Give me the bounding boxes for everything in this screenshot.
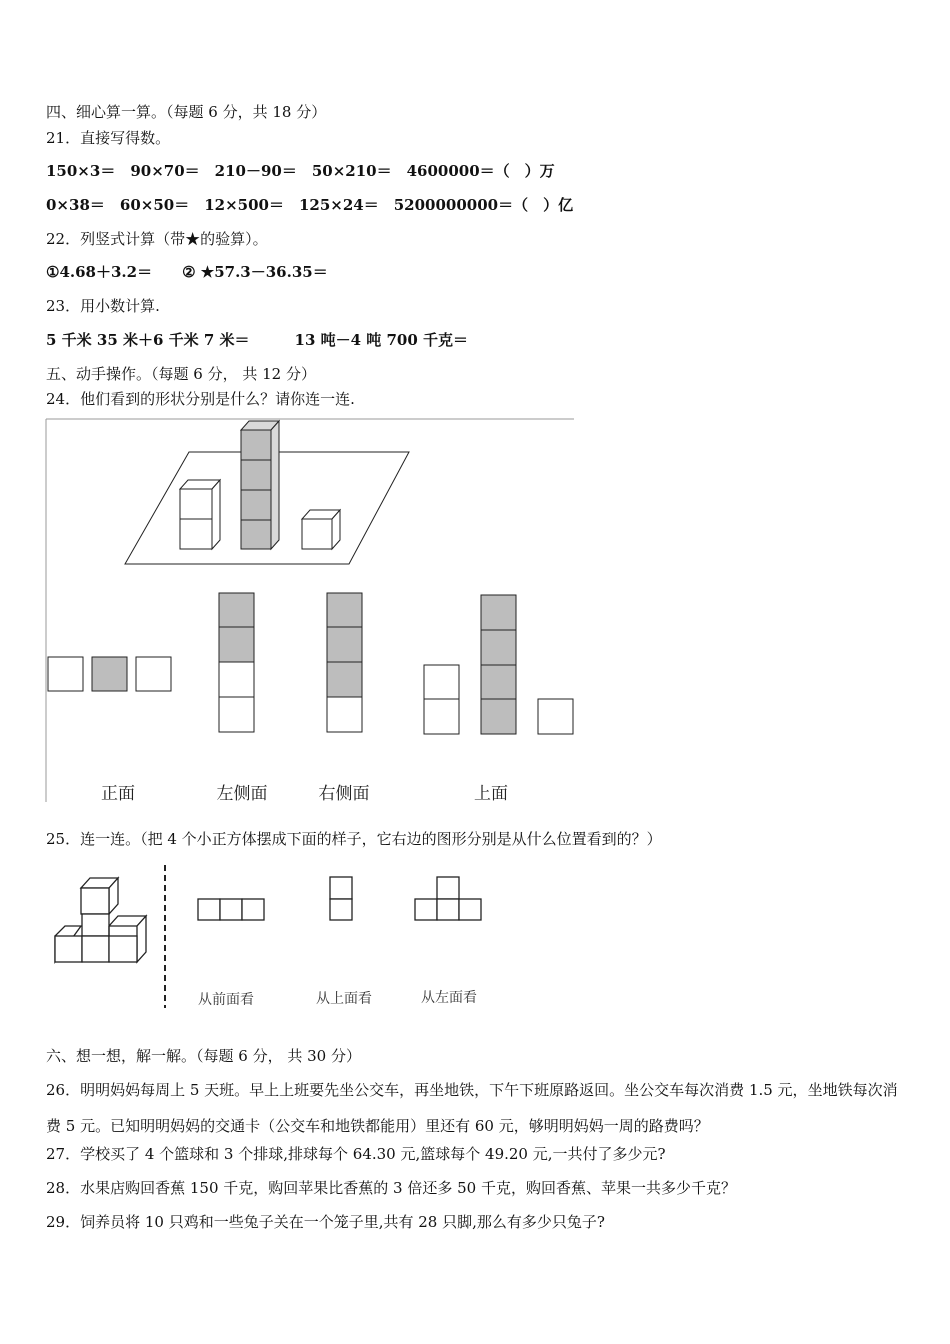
question-25-title: 25．连一连。（把 4 个小正方体摆成下面的样子，它右边的图形分别是从什么位置看到的？） — [46, 830, 662, 848]
label-from-front: 从前面看 — [198, 992, 254, 1008]
view-row-of-three — [198, 899, 264, 920]
question-29: 29．饲养员将 10 只鸡和一些兔子关在一个笼子里,共有 28 只脚,那么有多少只兔子? — [46, 1213, 605, 1231]
section-5-heading: 五、动手操作。（每题 6 分， 共 12 分） — [46, 365, 316, 383]
cube-stack-middle — [241, 421, 279, 549]
question-21-row-1: 150×3＝ 90×70＝ 210－90＝ 50×210＝ 4600000＝（ ）万 — [46, 162, 555, 180]
cube-stack-right — [302, 510, 340, 549]
view-right-side — [327, 593, 362, 732]
view-left-side — [219, 593, 254, 732]
label-left-side: 左侧面 — [216, 784, 268, 804]
question-28: 28．水果店购回香蕉 150 千克，购回苹果比香蕉的 3 倍还多 50 千克，购回香蕉、苹果一共多少千克？ — [46, 1179, 736, 1197]
label-from-top: 从上面看 — [316, 991, 372, 1007]
label-front: 正面 — [101, 784, 135, 804]
view-front — [48, 657, 171, 691]
question-22-title: 22．列竖式计算（带★的验算）。 — [46, 230, 268, 248]
section-4-heading: 四、细心算一算。（每题 6 分，共 18 分） — [46, 103, 327, 121]
cube-stack-left — [180, 480, 220, 549]
question-22-row: ①4.68＋3.2＝ ② ★57.3－36.35＝ — [46, 263, 328, 281]
question-24-title: 24．他们看到的形状分别是什么？请你连一连. — [46, 390, 355, 408]
label-from-left: 从左面看 — [421, 990, 477, 1006]
question-23-row: 5 千米 35 米＋6 千米 7 米＝ 13 吨－4 吨 700 千克＝ — [46, 331, 469, 349]
question-21-title: 21．直接写得数。 — [46, 129, 171, 147]
question-26: 26．明明妈妈每周上 5 天班。早上上班要先坐公交车，再坐地铁，下午下班原路返回。坐公交车每次消费 1.5 元，坐地铁每次消费 5 元。已知明明妈妈的交通卡（公交车和地铁都能用）里还有 60 元，够明明妈妈一周的路费吗？ — [46, 1081, 898, 1135]
view-top — [424, 595, 573, 734]
view-pyramid — [415, 877, 481, 920]
section-6-heading: 六、想一想，解一解。（每题 6 分， 共 30 分） — [46, 1047, 361, 1065]
view-two-stacked — [330, 877, 352, 920]
label-top: 上面 — [474, 784, 508, 804]
cube-arrangement — [55, 878, 146, 962]
question-25-figure — [0, 850, 950, 1020]
question-21-row-2: 0×38＝ 60×50＝ 12×500＝ 125×24＝ 5200000000＝（ ）亿 — [46, 196, 574, 214]
question-27: 27．学校买了 4 个篮球和 3 个排球,排球每个 64.30 元,篮球每个 49.20 元,一共付了多少元? — [46, 1145, 666, 1163]
question-23-title: 23．用小数计算. — [46, 297, 160, 315]
label-right-side: 右侧面 — [318, 784, 370, 804]
